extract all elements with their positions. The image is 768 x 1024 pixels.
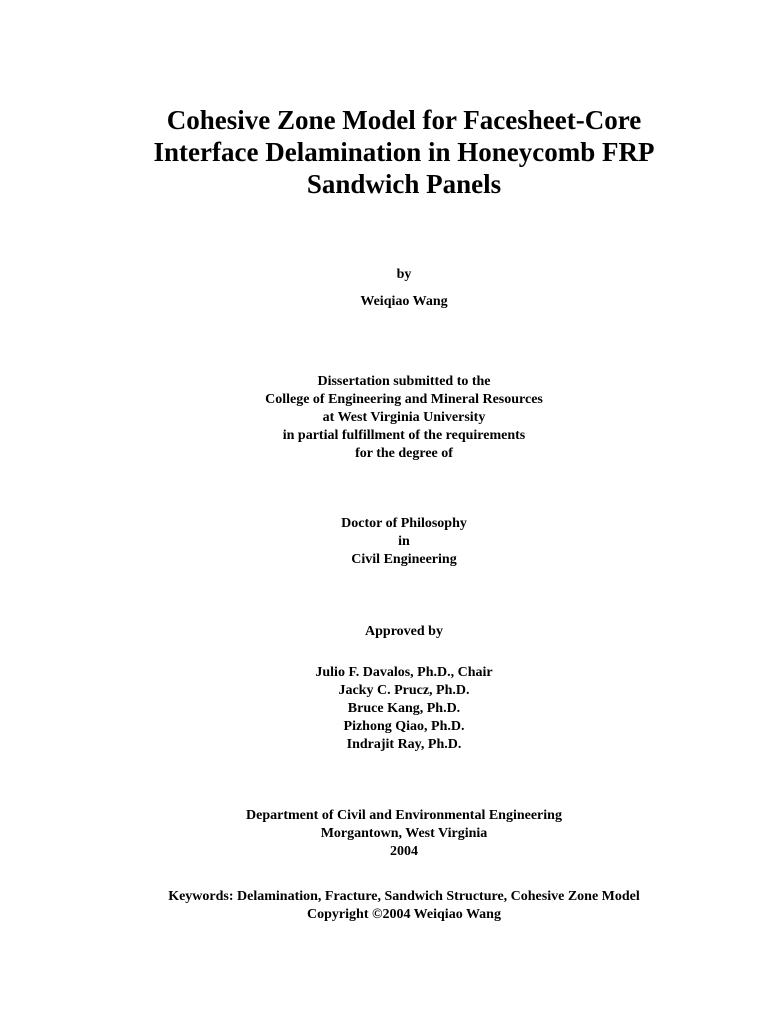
- dissertation-title: [40, 104, 768, 200]
- department-line: Department of Civil and Environmental Engineering: [246, 808, 562, 823]
- committee-member: Julio F. Davalos, Ph.D., Chair: [315, 665, 493, 680]
- submission-statement: [40, 373, 768, 463]
- keywords: Keywords: Delamination, Fracture, Sandwich Structure, Cohesive Zone Model: [168, 889, 640, 904]
- degree-line: in: [398, 534, 410, 549]
- department-line: Morgantown, West Virginia: [320, 826, 488, 841]
- author-name: Weiqiao Wang: [360, 294, 448, 309]
- committee-member: Bruce Kang, Ph.D.: [347, 701, 461, 716]
- title-line: Sandwich Panels: [306, 169, 502, 199]
- department-info: [40, 807, 768, 861]
- title-line: Interface Delamination in Honeycomb FRP: [153, 137, 655, 167]
- committee-list: [40, 664, 768, 754]
- footer: [40, 888, 768, 924]
- committee-member: Jacky C. Prucz, Ph.D.: [338, 683, 470, 698]
- committee-member: Indrajit Ray, Ph.D.: [346, 737, 462, 752]
- copyright: Copyright ©2004 Weiqiao Wang: [307, 907, 501, 922]
- submission-line: Dissertation submitted to the: [317, 374, 491, 389]
- title-line: Cohesive Zone Model for Facesheet-Core: [166, 105, 642, 135]
- by-label: by: [396, 267, 412, 282]
- degree-line: Civil Engineering: [351, 552, 457, 567]
- submission-line: in partial fulfillment of the requirements: [282, 428, 526, 443]
- submission-line: for the degree of: [355, 446, 453, 461]
- approved-by-label: Approved by: [365, 624, 443, 639]
- degree-info: [40, 515, 768, 569]
- degree-line: Doctor of Philosophy: [341, 516, 467, 531]
- submission-line: College of Engineering and Mineral Resources: [265, 392, 543, 407]
- submission-line: at West Virginia University: [322, 410, 486, 425]
- department-line: 2004: [390, 844, 418, 859]
- committee-member: Pizhong Qiao, Ph.D.: [343, 719, 465, 734]
